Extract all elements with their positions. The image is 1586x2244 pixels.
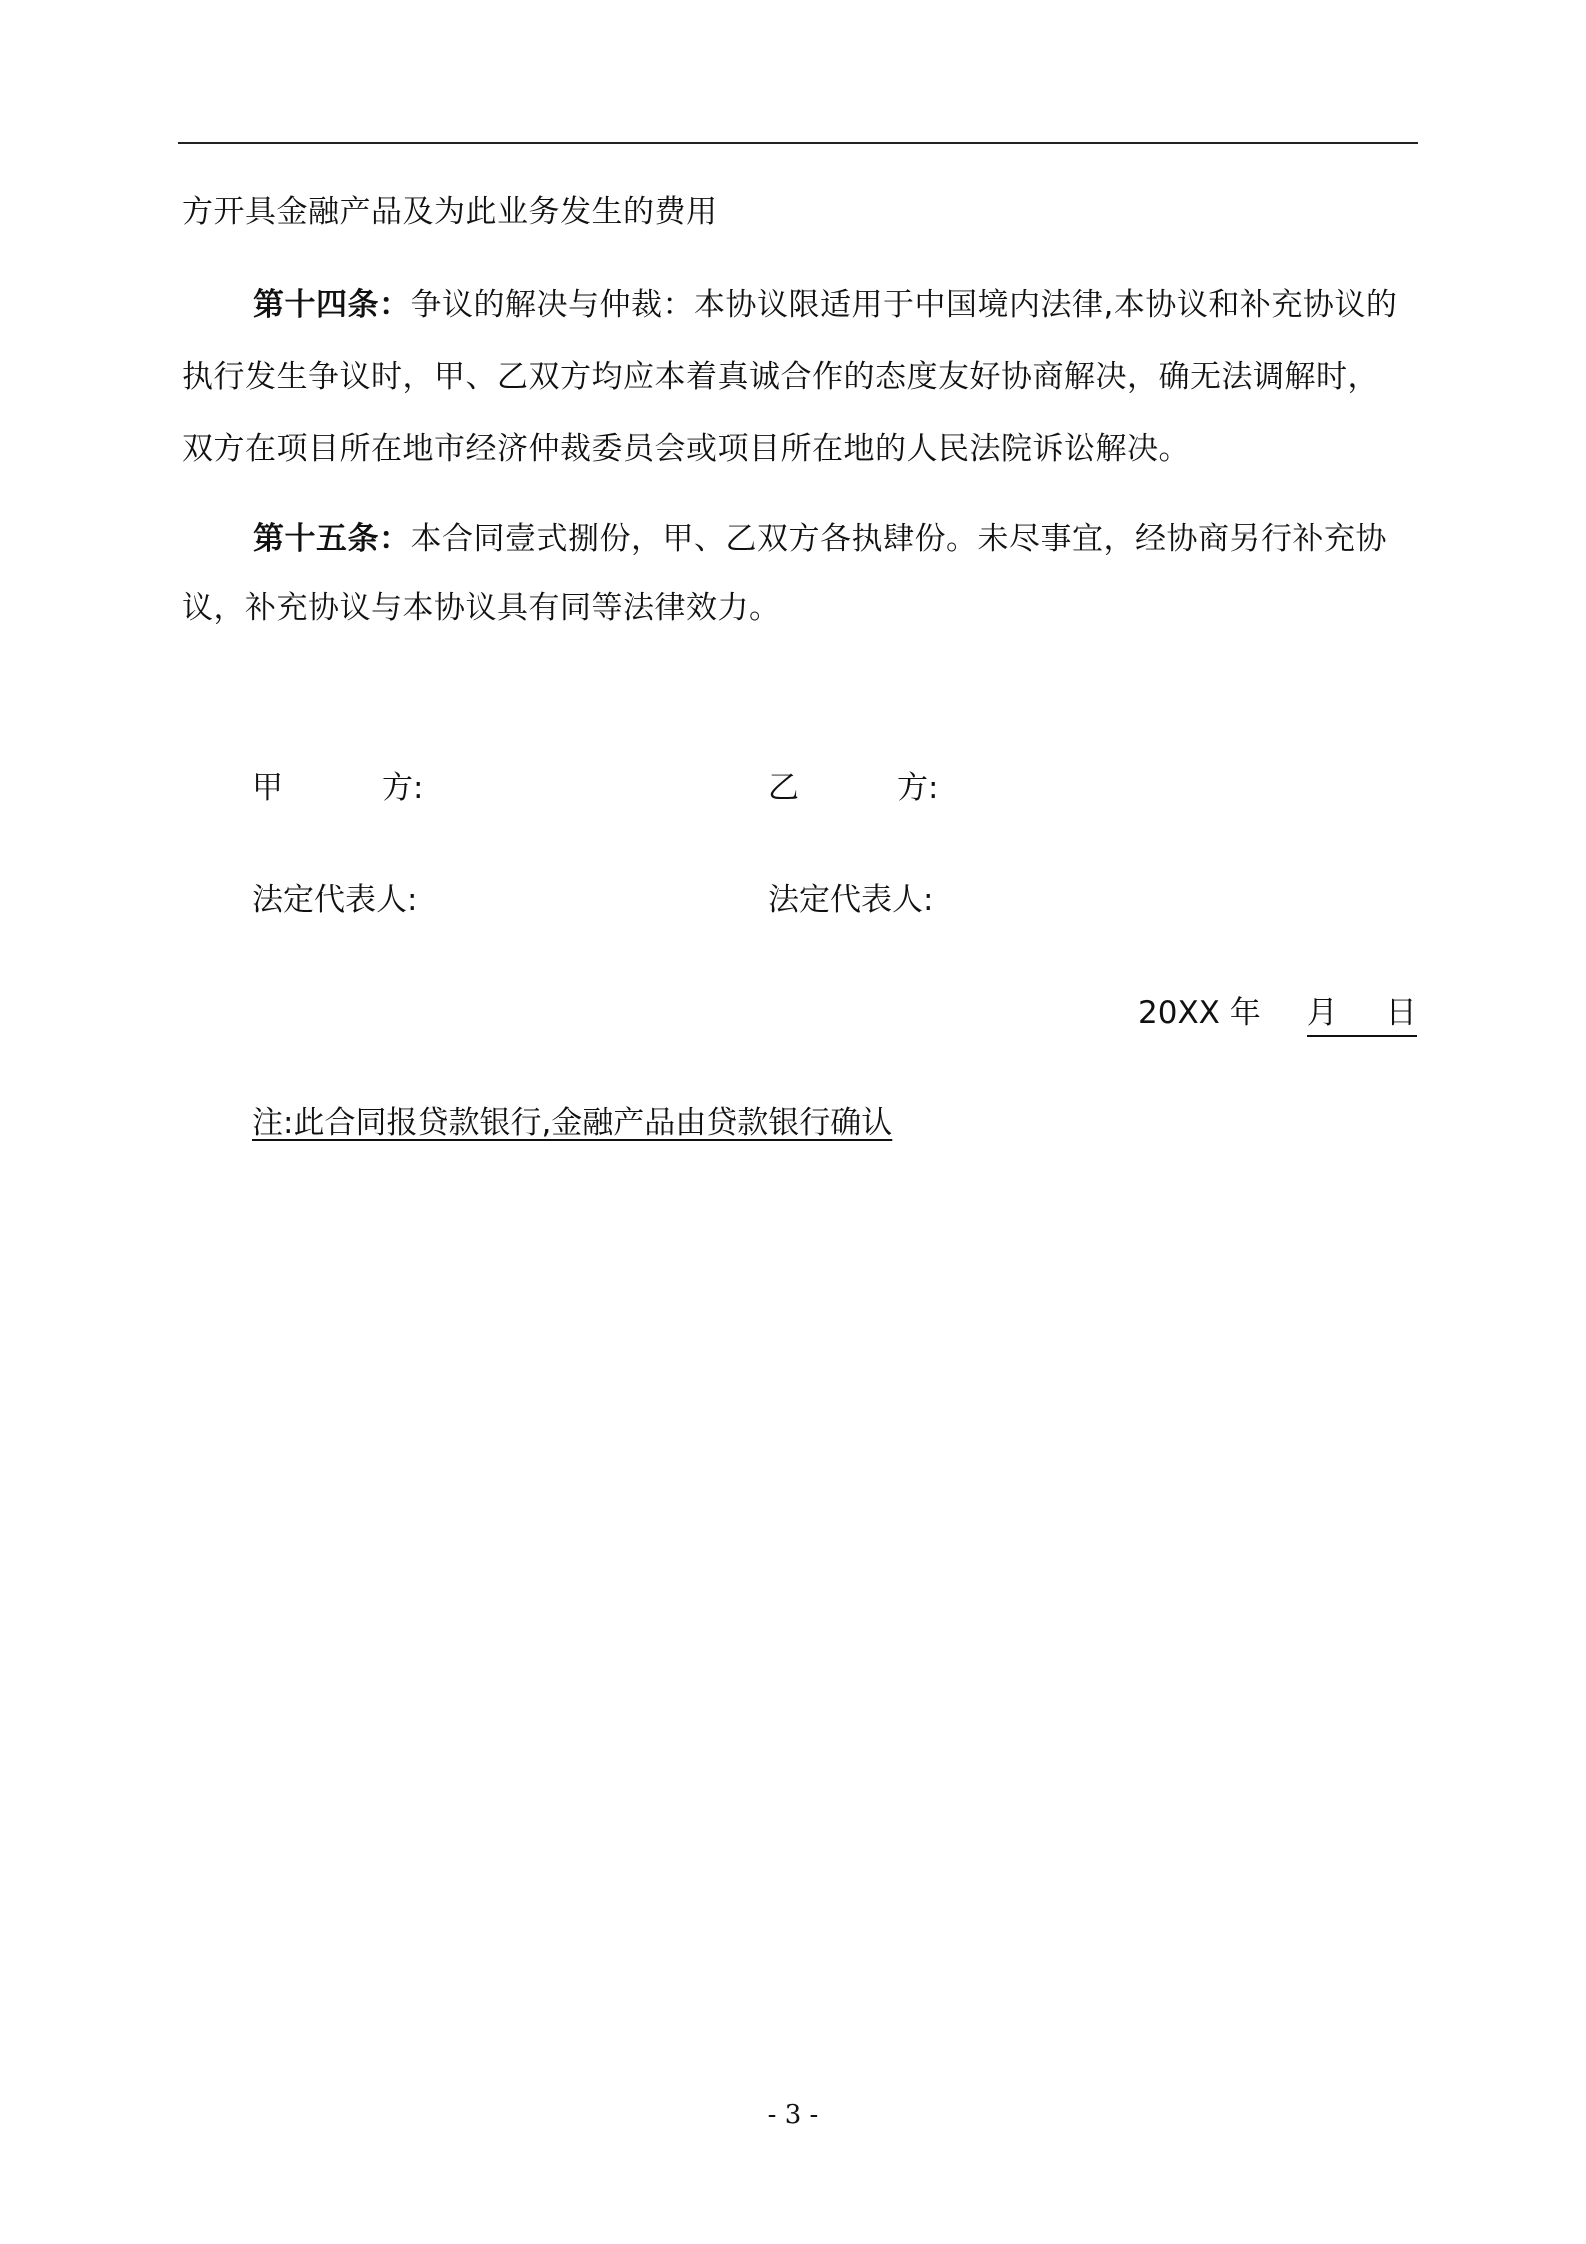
article-14-line-2: 执行发生争议时，甲、乙双方均应本着真诚合作的态度友好协商解决，确无法调解时， (182, 359, 1379, 395)
date-month-day (1307, 993, 1417, 1037)
date-year: 20XX 年 (1138, 995, 1261, 1031)
article-15-line-2: 议，补充协议与本协议具有同等法律效力。 (182, 590, 781, 626)
article-15-line-1 (253, 519, 1387, 559)
article-15-text: 本合同壹式捌份，甲、乙双方各执肆份。未尽事宜，经协商另行补充协 (410, 521, 1387, 557)
contract-note: 注:此合同报贷款银行,金融产品由贷款银行确认 (252, 1105, 893, 1141)
continuation-line: 方开具金融产品及为此业务发生的费用 (182, 194, 718, 230)
article-15-heading: 第十五条： (253, 521, 411, 557)
party-a-label-char2: 方: (382, 770, 424, 806)
party-b-label-char1: 乙 (768, 770, 799, 806)
signing-date (1138, 993, 1417, 1037)
party-b-representative-label: 法定代表人: (768, 882, 934, 918)
party-b-label-char2: 方: (897, 770, 939, 806)
date-month: 月 (1306, 995, 1338, 1031)
date-day: 日 (1385, 995, 1417, 1031)
article-14-line-3: 双方在项目所在地市经济仲裁委员会或项目所在地的人民法院诉讼解决。 (182, 431, 1190, 467)
party-a-representative-label: 法定代表人: (252, 882, 418, 918)
header-rule (178, 142, 1418, 144)
article-14-text: 争议的解决与仲裁：本协议限适用于中国境内法律,本协议和补充协议的 (410, 287, 1398, 323)
party-a-label-char1: 甲 (252, 770, 283, 806)
article-14-line-1 (253, 285, 1397, 325)
article-14-heading: 第十四条： (253, 287, 411, 323)
page-number: - 3 - (767, 2100, 819, 2130)
